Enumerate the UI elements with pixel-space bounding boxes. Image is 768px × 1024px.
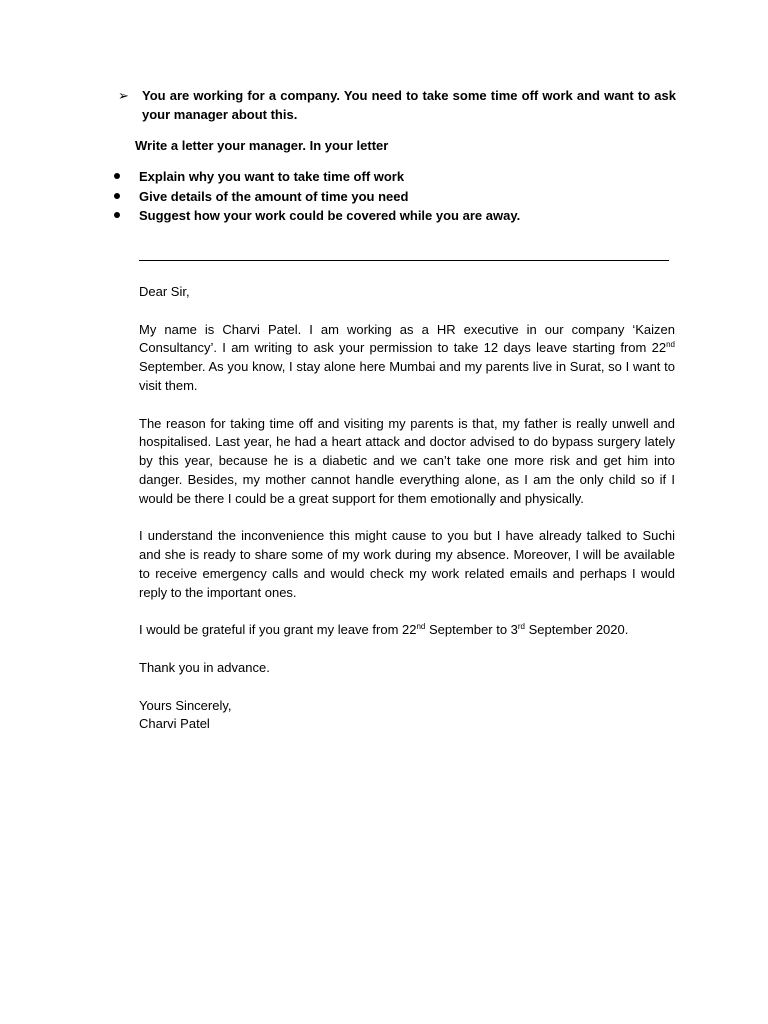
list-item-text: Explain why you want to take time off work: [139, 169, 405, 184]
ordinal-suffix: nd: [416, 622, 426, 632]
letter-paragraph-reason: The reason for taking time off and visiting my parents is that, my father is really unwell and hospitalised. Last year, he had a heart attack and doctor advised to do bypass surgery lately by this year, because he is a diabetic and we can’t take one more risk and get him into danger. Besides, my mother cannot handle everything alone, as I am the only child so if I would be there I could be a great support for them emotionally and physically.: [139, 415, 675, 506]
bullet-dot-icon: [114, 173, 120, 179]
ordinal-suffix: nd: [666, 340, 675, 350]
list-item-text: Give details of the amount of time you need: [139, 188, 409, 204]
ordinal-suffix: rd: [517, 622, 526, 632]
letter-paragraph-intro: [139, 321, 675, 396]
task-instruction: Write a letter your manager. In your letter: [135, 138, 389, 153]
letter-signature: Charvi Patel: [139, 716, 210, 732]
list-item-text: Suggest how your work could be covered while you are away.: [139, 208, 521, 223]
list-item: [114, 187, 520, 207]
paragraph-text: September to 3: [425, 622, 518, 638]
list-item: [114, 167, 520, 187]
letter-thanks: Thank you in advance.: [139, 659, 270, 675]
arrow-bullet-icon: ➢: [118, 88, 129, 103]
bullet-dot-icon: [114, 193, 120, 199]
letter-paragraph-coverage: I understand the inconvenience this might cause to you but I have already talked to Suchi and she is ready to share some of my work during my absence. Moreover, I will be available to receive emergency calls and would check my work related emails and perhaps I would reply to the important ones.: [139, 528, 675, 600]
letter-salutation: Dear Sir,: [139, 284, 190, 299]
paragraph-text: September. As you know, I stay alone here Mumbai and my parents live in Surat, so I want to visit them.: [139, 359, 675, 393]
list-item: [114, 206, 520, 226]
letter-body: [139, 283, 675, 734]
paragraph-text: My name is Charvi Patel. I am working as a HR executive in our company ‘Kaizen Consultancy’. I am writing to ask your permission to take 12 days leave starting from 22: [139, 321, 675, 356]
horizontal-divider: [139, 260, 669, 261]
task-bullet-list: [114, 167, 520, 226]
paragraph-text: September 2020.: [525, 622, 629, 638]
letter-paragraph-request: [139, 621, 675, 640]
paragraph-text: I would be grateful if you grant my leave from 22: [139, 622, 417, 638]
bullet-dot-icon: [114, 212, 120, 218]
letter-closing: Yours Sincerely,: [139, 697, 232, 713]
task-prompt-text: You are working for a company. You need to take some time off work and want to ask your manager about this.: [142, 88, 676, 122]
